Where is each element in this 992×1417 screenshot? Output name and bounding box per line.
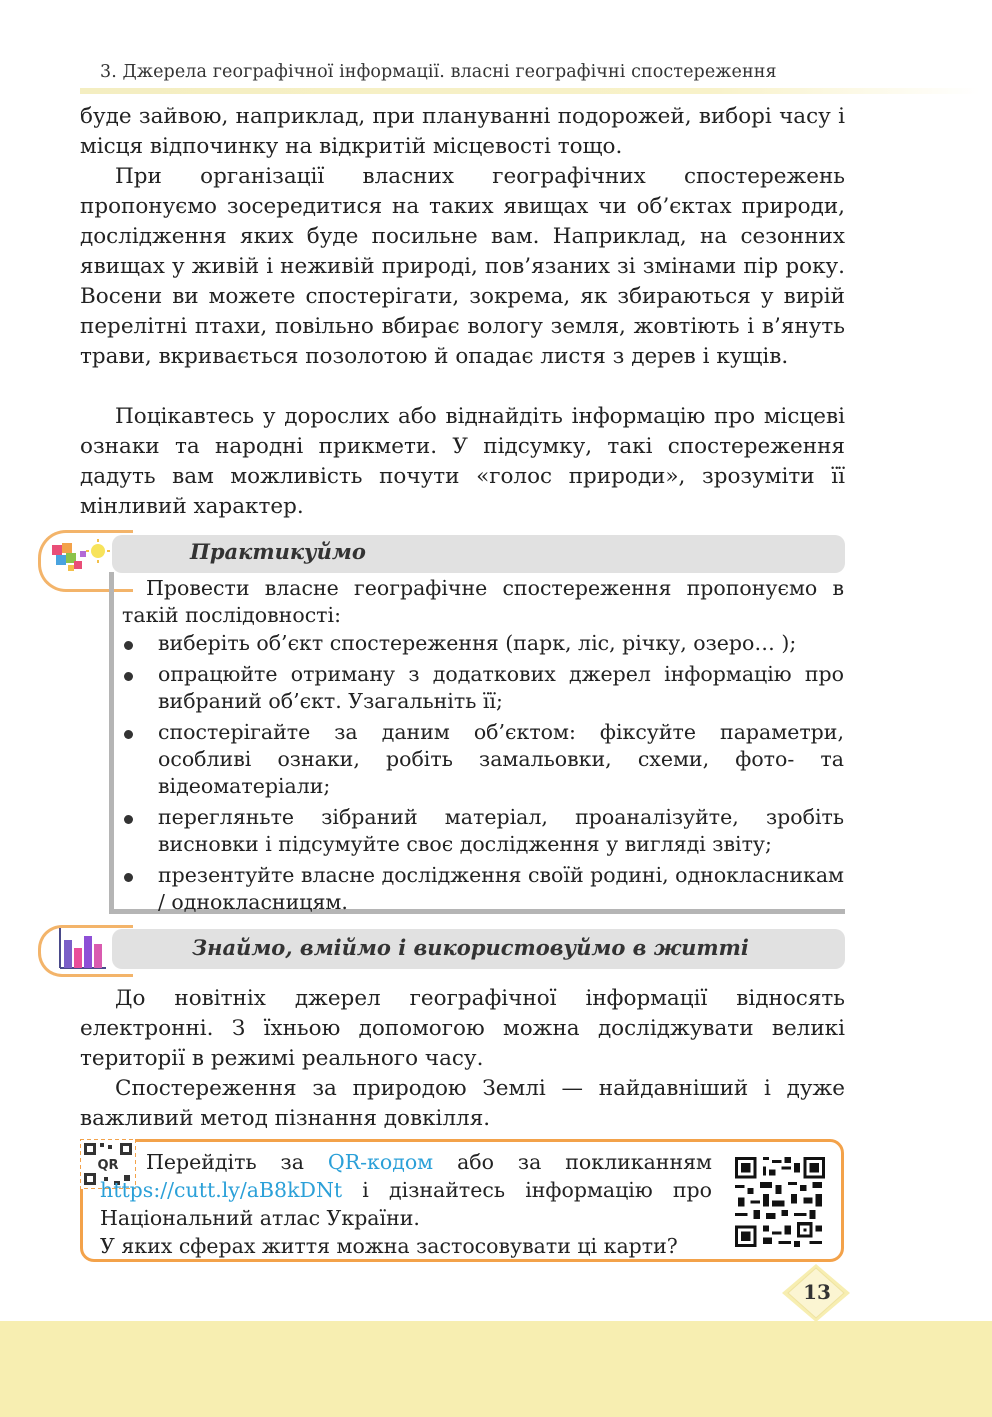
short-url-link[interactable]: https://cutt.ly/aB8kDNt xyxy=(100,1178,343,1202)
practice-title: Практикуймо xyxy=(190,539,366,564)
qr-instruction: Перейдіть за QR-кодом або за покликанням https://cutt.ly/aB8kDNt і дізнайтесь інформацію про Національний атлас України. У яких сферах життя можна застосовувати ці карти? xyxy=(100,1150,712,1258)
paragraph-2: При організації власних географічних спостережень пропонуємо зосередитися на таких явищах чи об’єктах природи, дослідження яких буде посильне вам. Наприклад, на сезонних явищах у живій і неживій природі, пов’язаних зі змінами пір року. Восени ви можете спостерігати, зокрема, як збираються у вирій перелітні птахи, повільно вбирає вологу земля, жовтіють і в’януть трави, вкривається позолотою й опадає листя з дерев і кущів. xyxy=(80,164,845,369)
practice-list xyxy=(122,630,844,920)
bar-chart-icon xyxy=(56,926,108,972)
paragraph-3: Поцікавтесь у дорослих або віднайдіть інформацію про місцеві ознаки та народні прикмети. У підсумку, такі спостереження дадуть вам можливість почути «голос природи», зрозуміти її мінливий характер. xyxy=(80,404,845,519)
know-title: Знаймо, вміймо і використовуймо в житті xyxy=(192,935,749,960)
list-item: презентуйте власне дослідження своїй родині, однокласникам / однокласницям. xyxy=(122,862,844,916)
list-item: опрацюйте отриману з додаткових джерел інформацію про вибраний об’єкт. Узагальніть її; xyxy=(122,661,844,715)
list-item: спостерігайте за даним об’єктом: фіксуйте параметри, особливі ознаки, робіть замальовки, схеми, фото- та відеоматеріали; xyxy=(122,719,844,800)
header-rule xyxy=(80,88,980,94)
paragraph-1: буде зайвою, наприклад, при плануванні подорожей, виборі часу і місця відпочинку на відкритій місцевості тощо. xyxy=(80,104,845,159)
svg-text:QR: QR xyxy=(97,1158,119,1173)
know-paragraph-2: Спостереження за природою Землі — найдавніший і дуже важливий метод пізнання довкілля. xyxy=(80,1076,845,1131)
list-item: виберіть об’єкт спостереження (парк, ліс, річку, озеро… ); xyxy=(122,630,844,657)
bullet-icon xyxy=(124,641,133,650)
bullet-icon xyxy=(124,730,133,739)
list-item: перегляньте зібраний матеріал, проаналізуйте, зробіть висновки і підсумуйте своє дослідження у вигляді звіту; xyxy=(122,804,844,858)
puzzle-icon xyxy=(46,537,112,577)
running-header: 3. Джерела географічної інформації. власні географічні спостереження xyxy=(100,62,777,82)
qr-question: У яких сферах життя можна застосовувати ці карти? xyxy=(100,1234,678,1258)
qr-code-image[interactable] xyxy=(735,1157,825,1247)
practice-intro: Провести власне географічне спостереження пропонуємо в такій послідовності: xyxy=(122,576,844,627)
bullet-icon xyxy=(124,815,133,824)
know-paragraph-1: До новітніх джерел географічної інформації відносять електронні. З їхньою допомогою можна досліджувати великі території в режимі реального часу. xyxy=(80,986,845,1071)
qr-code-link[interactable]: QR-кодом xyxy=(327,1150,434,1174)
page-number: 13 xyxy=(803,1280,831,1304)
bullet-icon xyxy=(124,873,133,882)
bullet-icon xyxy=(124,672,133,681)
footer-band xyxy=(0,1321,992,1417)
